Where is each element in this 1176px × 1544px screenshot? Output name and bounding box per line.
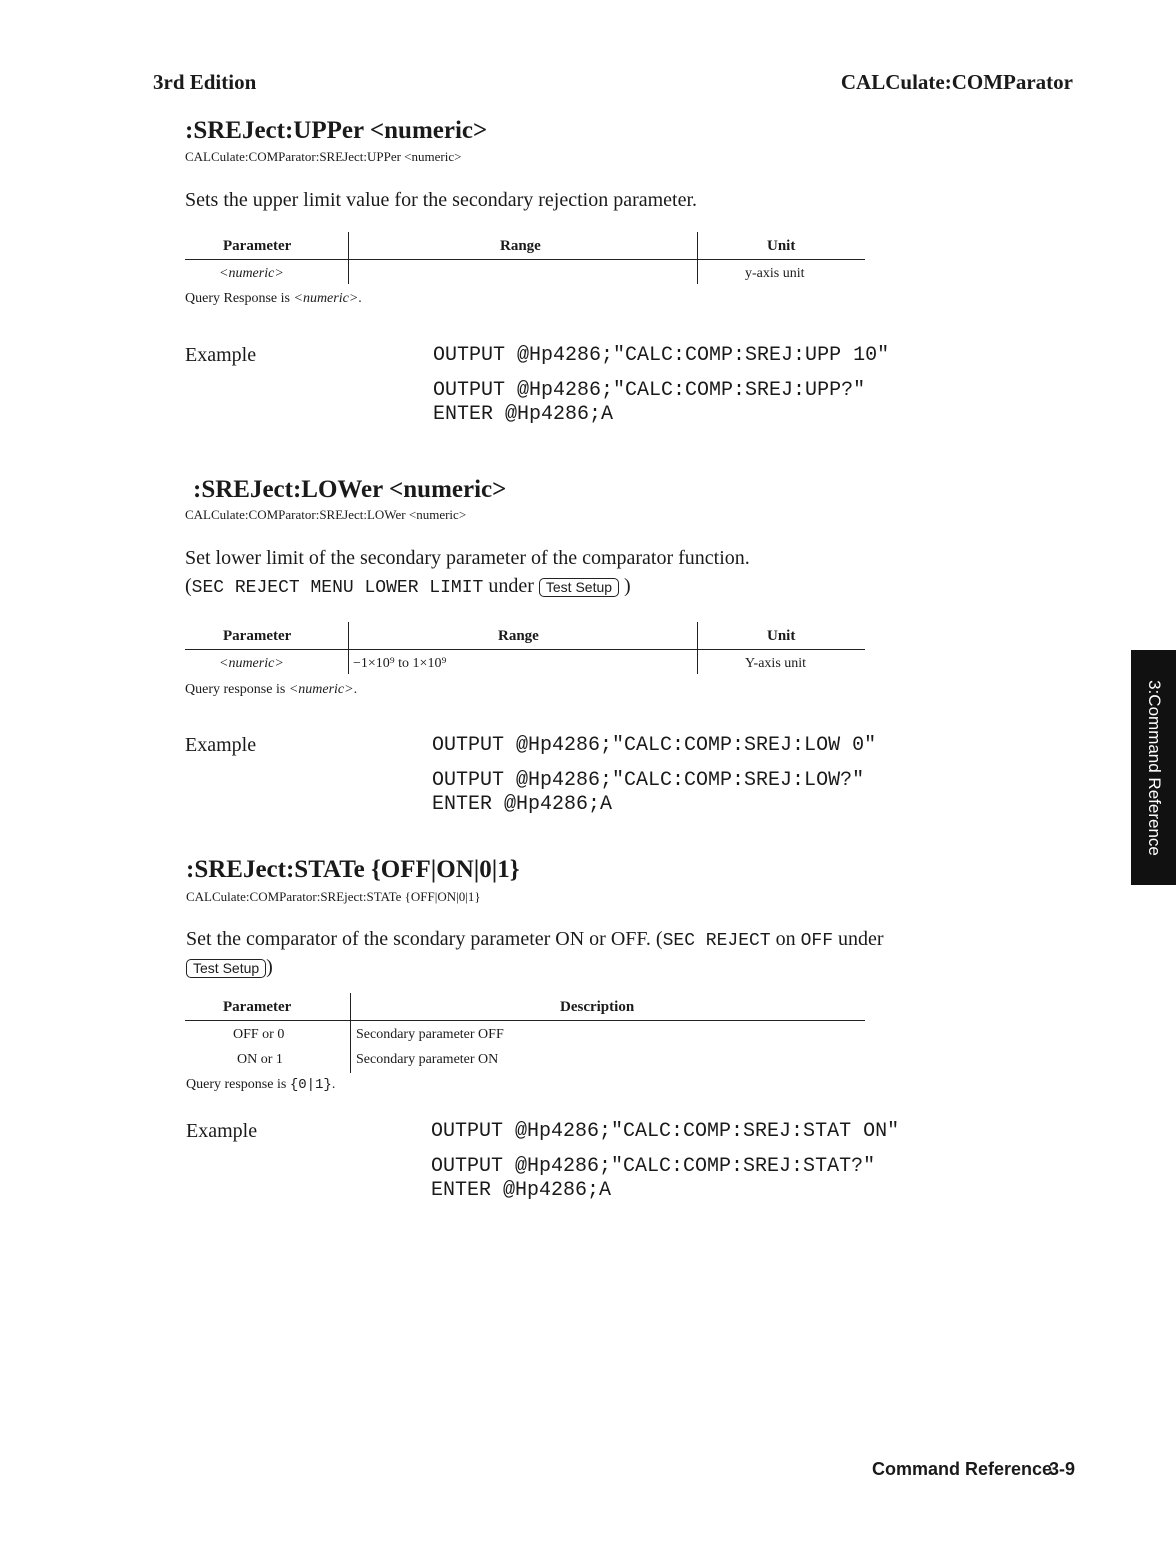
- table-rule: [185, 259, 865, 260]
- edition-label: 3rd Edition: [153, 70, 257, 94]
- section-2-query: Query response is <numeric>.: [185, 682, 358, 697]
- table-cell: <numeric>: [219, 266, 284, 281]
- table-divider: [350, 993, 351, 1073]
- section-3-title: :SREJect:STATe {OFF|ON|0|1}: [186, 856, 520, 883]
- table-header: Parameter: [223, 999, 292, 1015]
- code-line: OUTPUT @Hp4286;"CALC:COMP:SREJ:STAT?": [431, 1155, 876, 1178]
- table-header: Description: [560, 999, 635, 1015]
- table-divider: [348, 622, 349, 674]
- footer-label: Command Reference: [872, 1459, 1053, 1479]
- section-2-menu-note: (SEC REJECT MENU LOWER LIMIT under Test Setup ): [185, 575, 631, 598]
- table-cell: Secondary parameter ON: [356, 1052, 499, 1067]
- section-2-path: CALCulate:COMParator:SREJect:LOWer <numeric>: [185, 507, 467, 522]
- table-header: Range: [500, 238, 541, 254]
- code-line: OUTPUT @Hp4286;"CALC:COMP:SREJ:LOW?": [432, 769, 865, 792]
- test-setup-key: Test Setup: [539, 578, 619, 597]
- table-cell: OFF or 0: [233, 1027, 285, 1042]
- section-3-description-end: Test Setup ): [186, 956, 273, 979]
- code-line: ENTER @Hp4286;A: [432, 793, 613, 816]
- table-header: Unit: [767, 628, 796, 644]
- section-3-table: [185, 993, 865, 1073]
- table-cell: Y-axis unit: [745, 656, 807, 671]
- table-rule: [185, 649, 865, 650]
- section-2-title: :SREJect:LOWer <numeric>: [193, 476, 507, 503]
- table-cell: <numeric>: [219, 656, 284, 671]
- section-2-table: [185, 622, 865, 682]
- table-header: Unit: [767, 238, 796, 254]
- section-header: CALCulate:COMParator: [840, 70, 1073, 94]
- test-setup-key: Test Setup: [186, 959, 266, 978]
- chapter-tab: 3:Command Reference: [1131, 650, 1176, 885]
- section-1-path: CALCulate:COMParator:SREJect:UPPer <numeric>: [185, 149, 462, 164]
- section-3-example-label: Example: [186, 1120, 258, 1142]
- table-divider: [348, 232, 349, 284]
- table-header: Parameter: [223, 628, 292, 644]
- section-1-title: :SREJect:UPPer <numeric>: [185, 117, 488, 144]
- table-cell: −1×10⁹ to 1×10⁹: [353, 656, 447, 671]
- code-line: ENTER @Hp4286;A: [431, 1179, 612, 1202]
- section-1-example-label: Example: [185, 344, 257, 366]
- section-1-query: Query Response is <numeric>.: [185, 291, 362, 306]
- table-divider: [697, 232, 698, 284]
- section-1-table: [185, 232, 865, 292]
- section-3-path: CALCulate:COMParator:SREject:STATe {OFF|ON|0|1}: [186, 889, 481, 904]
- table-divider: [697, 622, 698, 674]
- table-header: Parameter: [223, 238, 292, 254]
- table-cell: y-axis unit: [745, 266, 805, 281]
- code-line: OUTPUT @Hp4286;"CALC:COMP:SREJ:LOW 0": [432, 734, 877, 757]
- section-3-description: Set the comparator of the scondary parameter ON or OFF. (SEC REJECT on OFF under: [186, 928, 884, 951]
- code-line: OUTPUT @Hp4286;"CALC:COMP:SREJ:UPP?": [433, 379, 866, 402]
- code-line: OUTPUT @Hp4286;"CALC:COMP:SREJ:STAT ON": [431, 1120, 900, 1143]
- section-2-example-label: Example: [185, 734, 257, 756]
- section-2-description: Set lower limit of the secondary parameter of the comparator function.: [185, 547, 750, 569]
- code-line: OUTPUT @Hp4286;"CALC:COMP:SREJ:UPP 10": [433, 344, 890, 367]
- table-header: Range: [498, 628, 539, 644]
- section-3-query: Query response is {0|1}.: [186, 1077, 336, 1093]
- page-number: 3-9: [1049, 1459, 1076, 1479]
- section-1-description: Sets the upper limit value for the secondary rejection parameter.: [185, 189, 698, 211]
- table-rule: [185, 1020, 865, 1021]
- table-cell: Secondary parameter OFF: [356, 1027, 504, 1042]
- table-cell: ON or 1: [237, 1052, 283, 1067]
- code-line: ENTER @Hp4286;A: [433, 403, 614, 426]
